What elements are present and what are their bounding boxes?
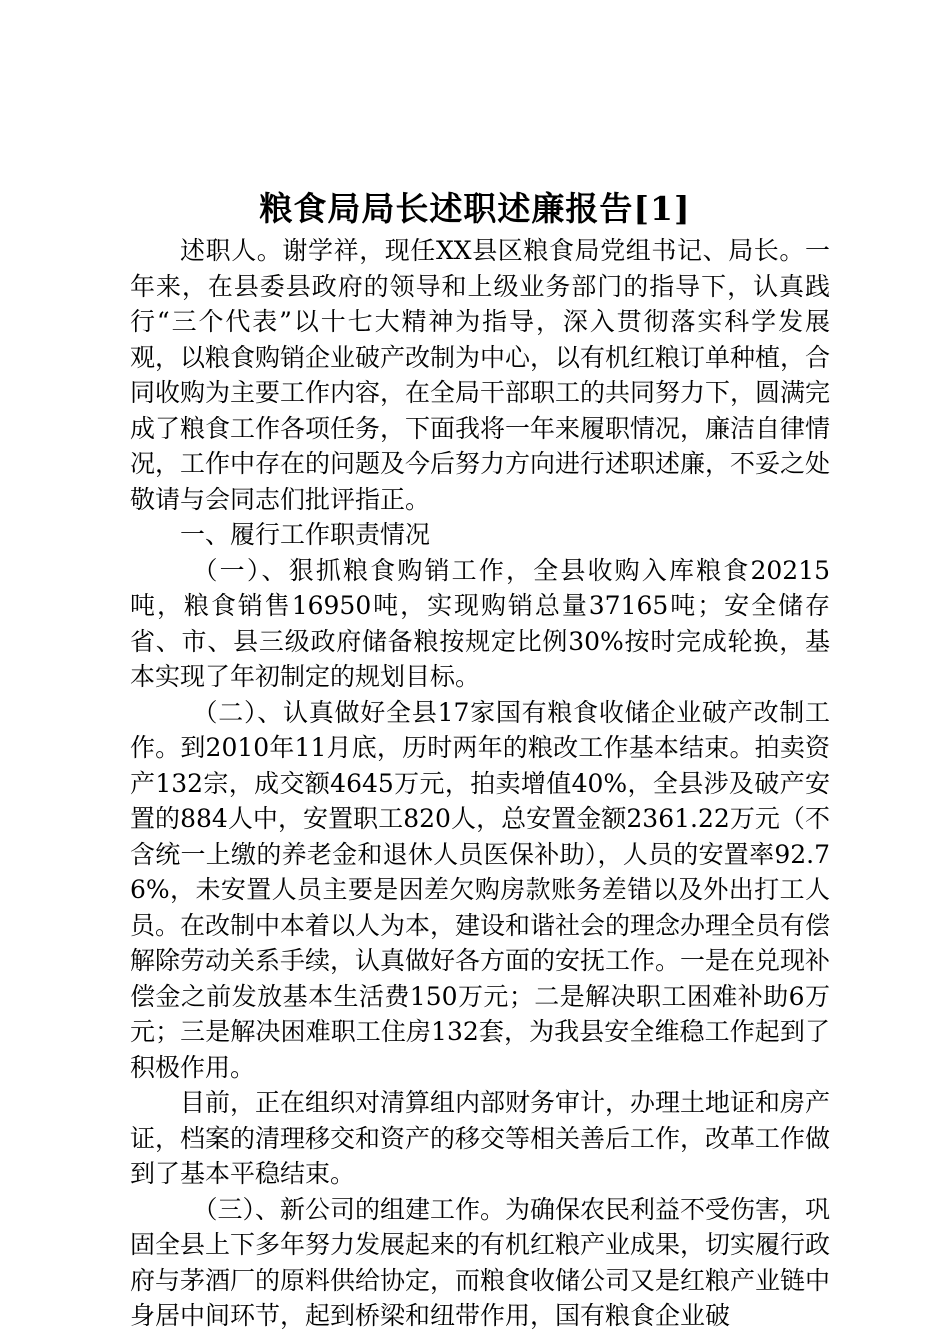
document-title: 粮食局局长述职述廉报告[1] <box>259 189 691 228</box>
section-heading: 一、履行工作职责情况 <box>180 520 431 549</box>
paragraph-enterprise-reform: （二）、认真做好全县17家国有粮食收储企业破产改制工作。到2010年11月底，历时两年的粮改工作基本结束。拍卖资产132宗，成交额4645万元，拍卖增值40%，全县涉及破产安置的884人中，安置职工820人，总安置金额2361.22万元（不含统一上缴的养老金和退休人员医保补助），人员的安置率92.76%，未安置人员主要是因差欠购房款账务差错以及外出打工人员。在改制中本着以人为本，建设和谐社会的理念办理全员有偿解除劳动关系手续，认真做好各方面的安抚工作。一是在兑现补偿金之前发放基本生活费150万元；二是解决职工困难补助6万元；三是解决困难职工住房132套，为我县安全维稳工作起到了积极作用。 <box>130 697 831 1082</box>
paragraph-new-company: （三）、新公司的组建工作。为确保农民利益不受伤害，巩固全县上下多年努力发展起来的有机红粮产业成果，切实履行政府与茅酒厂的原料供给协定，而粮食收储公司又是红粮产业链中身居中间环节，起到桥梁和纽带作用，国有粮食企业破 <box>130 1194 831 1330</box>
paragraph-intro: 述职人。谢学祥，现任XX县区粮食局党组书记、局长。一年来，在县委县政府的领导和上级业务部门的指导下，认真践行“三个代表”以十七大精神为指导，深入贯彻落实科学发展观，以粮食购销企业破产改制为中心，以有机红粮订单种植，合同收购为主要工作内容，在全局干部职工的共同努力下，圆满完成了粮食工作各项任务，下面我将一年来履职情况，廉洁自律情况，工作中存在的问题及今后努力方向进行述职述廉，不妥之处敬请与会同志们批评指正。 <box>130 236 831 514</box>
document-body <box>130 233 830 1334</box>
paragraph-grain-purchase: （一）、狠抓粮食购销工作，全县收购入库粮食20215吨，粮食销售16950吨，实现购销总量37165吨；安全储存省、市、县三级政府储备粮按规定比例30%按时完成轮换，基本实现了年初制定的规划目标。 <box>130 555 830 691</box>
paragraph-current-work: 目前，正在组织对清算组内部财务审计，办理土地证和房产证，档案的清理移交和资产的移交等相关善后工作，改革工作做到了基本平稳结束。 <box>130 1088 831 1188</box>
